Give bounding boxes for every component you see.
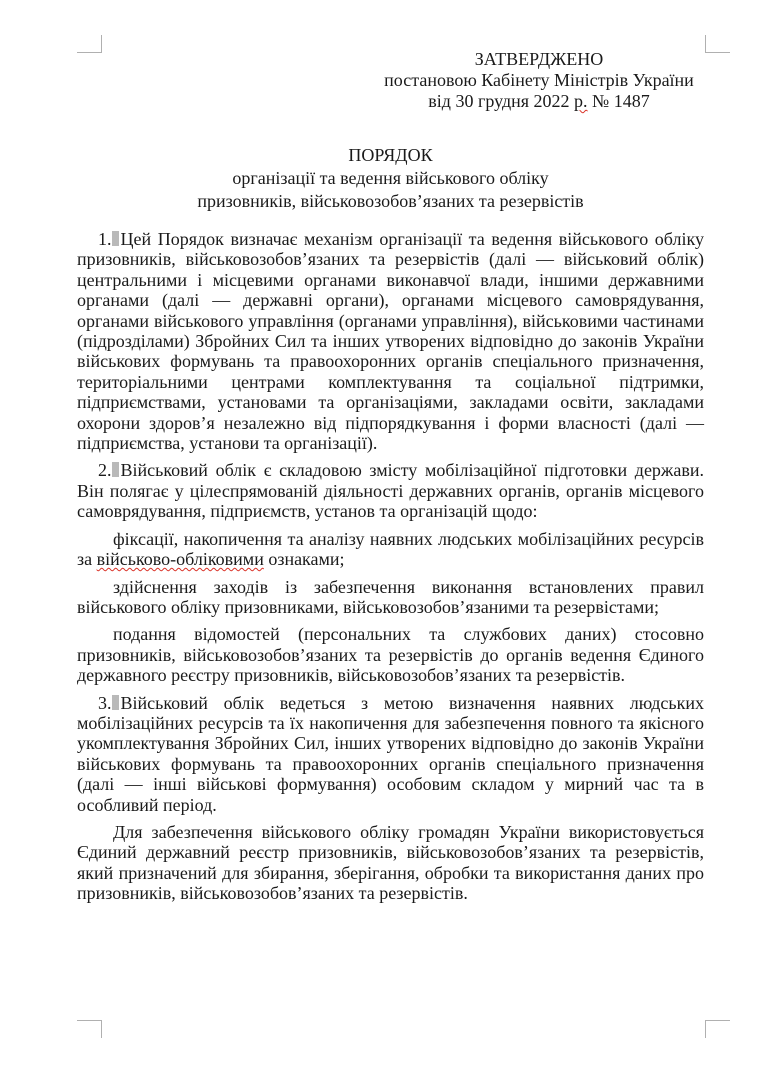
paragraph	[77, 229, 704, 453]
text-run: ознаками;	[263, 549, 345, 570]
crop-mark-bottom-left	[77, 1020, 102, 1038]
text-run: подання відомостей (персональних та службових даних) стосовно призовників, військовозобов’язаних та резервістів до органів ведення Єдиного державного реєстру призовників, військовозобов’язаних та резервістів.	[77, 624, 704, 686]
highlighted-space	[112, 695, 119, 710]
text-run: Для забезпечення військового обліку громадян України використовується Єдиний державний реєстр призовників, військовозобов’язаних та резервістів, який призначений для збирання, зберігання, обробки та використання даних про призовників, військовозобов’язаних та резервістів.	[77, 821, 704, 904]
text-run: № 1487	[587, 91, 650, 111]
text-run: 1.	[98, 229, 112, 249]
text-run: Військовий облік є складовою змісту мобілізаційної підготовки держави. Він полягає у цілеспрямованій діяльності державних органів, органів місцевого самоврядування, підприємств, установ та організацій щодо:	[77, 460, 704, 522]
text-run: 3.	[98, 692, 112, 713]
paragraph	[77, 460, 704, 521]
text-run: призовників, військовозобов’язаних та резервістів	[197, 191, 584, 211]
text-run: Цей Порядок визначає механізм організації та ведення військового обліку призовників, військовозобов’язаних та резервістів (далі — військовий облік) центральними і місцевими органами виконавчої влади, іншими державними органами (далі — державні органи), органами місцевого самоврядування, органами військового управління (органами управління), військовими частинами (підрозділами) Збройних Сил та інших утворених відповідно до законів України військових формувань та правоохоронних органів спеціального призначення, територіальними центрами комплектування та соціальної підтримки, підприємствами, установами та організаціями, закладами освіти, закладами охорони здоров’я незалежно від підпорядкування і форми власності (далі — підприємства, установи та організації).	[77, 229, 704, 454]
spellcheck-underlined-word: військово-обліковими	[96, 549, 264, 570]
text-run: ПОРЯДОК	[348, 145, 433, 165]
approval-line	[373, 70, 705, 91]
paragraph	[77, 529, 704, 570]
spellcheck-underlined-word: р.	[574, 91, 588, 111]
crop-mark-top-right	[705, 35, 730, 53]
paragraph	[77, 822, 704, 904]
paragraph	[77, 693, 704, 815]
title-line	[77, 167, 704, 190]
approval-block	[373, 49, 705, 112]
text-run: від 30 грудня 2022	[428, 91, 575, 111]
paragraph	[77, 624, 704, 685]
title-line	[77, 190, 704, 213]
crop-mark-top-left	[77, 35, 102, 53]
crop-mark-bottom-right	[705, 1020, 730, 1038]
title-line	[77, 144, 704, 167]
text-run: Військовий облік ведеться з метою визначення наявних людських мобілізаційних ресурсів та їх накопичення для забезпечення повного та якісного укомплектування Збройних Сил, інших утворених відповідно до законів України військових формувань та правоохоронних органів спеціального призначення (далі — інші військові формування) особовим складом у мирний час та в особливий період.	[77, 692, 704, 815]
approval-line	[373, 91, 705, 112]
highlighted-space	[112, 231, 119, 246]
text-run: постановою Кабінету Міністрів України	[384, 70, 694, 90]
paragraph	[77, 577, 704, 618]
text-run: здійснення заходів із забезпечення виконання встановлених правил військового обліку призовниками, військовозобов’язаними та резервістами;	[77, 576, 704, 617]
approval-line	[373, 49, 705, 70]
text-run: 2.	[98, 460, 112, 481]
highlighted-space	[112, 462, 119, 477]
text-run: ЗАТВЕРДЖЕНО	[474, 49, 604, 69]
document-body	[77, 229, 704, 904]
text-run: фіксації, накопичення та аналізу наявних людських мобілізаційних ресурсів за	[77, 528, 704, 570]
document-title	[77, 144, 704, 213]
text-run: організації та ведення військового обліку	[232, 168, 549, 188]
